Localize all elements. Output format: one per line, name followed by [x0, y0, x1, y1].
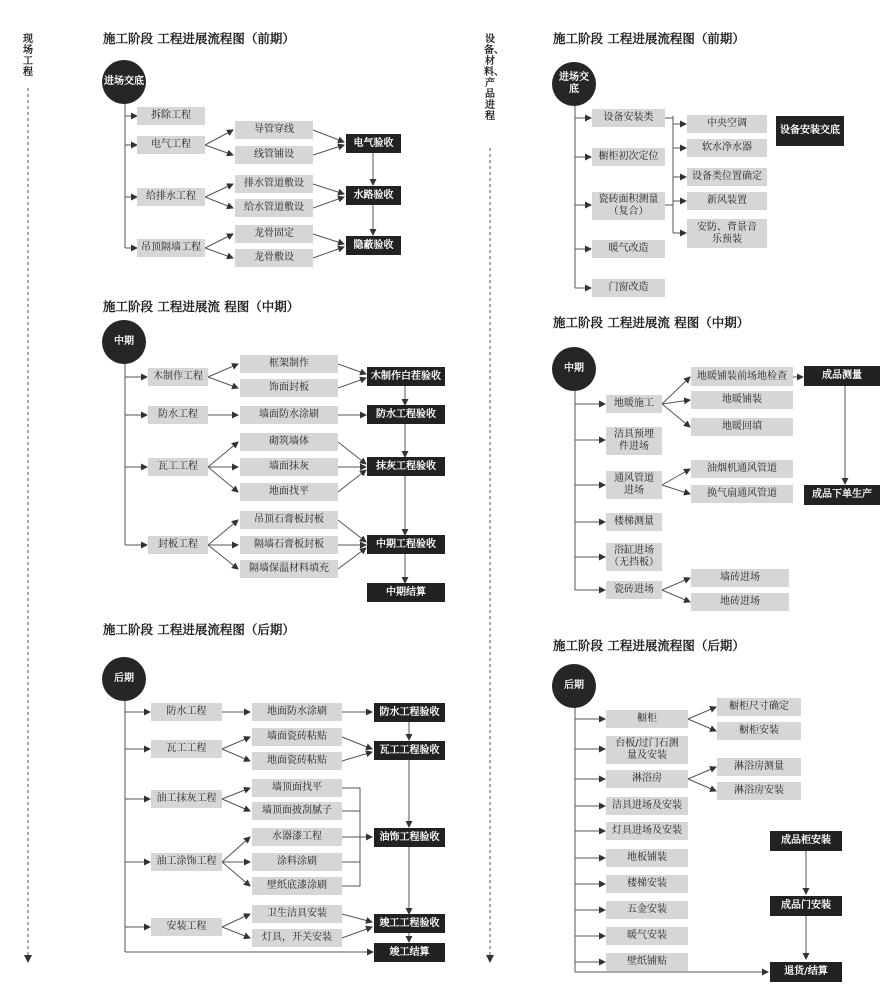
- right-mid-sub: 地砖进场: [691, 593, 789, 611]
- right-mid-side: 成品下单生产: [804, 485, 880, 505]
- right-late-item: 地板铺装: [606, 849, 688, 867]
- left-mid-sub: 隔墙保温材料填充: [240, 560, 338, 578]
- right-late-title: 施工阶段 工程进展流程图（后期）: [553, 638, 745, 653]
- left-early-sub: 龙骨固定: [235, 225, 313, 243]
- right-early-sub: 新风装置: [687, 192, 767, 210]
- right-late-item: 楼梯安装: [606, 875, 688, 893]
- left-late-item: 瓦工工程: [151, 740, 222, 758]
- right-early-sub: 安防、背景音乐预装: [687, 219, 767, 248]
- right-mid-item: 地暖施工: [606, 395, 662, 413]
- left-late-item: 油工涂饰工程: [151, 853, 222, 871]
- right-late-start: 后期: [552, 664, 596, 708]
- right-early-sub: 中央空调: [687, 115, 767, 133]
- left-mid-check: 防水工程验收: [367, 405, 445, 424]
- right-early-sub: 软水净水器: [687, 139, 767, 157]
- left-late-sub: 涂料涂刷: [252, 853, 342, 871]
- right-late-item: 淋浴房: [606, 770, 688, 788]
- left-late-item: 安装工程: [151, 918, 222, 936]
- left-early-start: 进场交底: [102, 60, 146, 104]
- right-mid-sub: 换气扇通风管道: [691, 485, 793, 503]
- right-late-side: 成品柜安装: [770, 831, 842, 851]
- left-late-sub: 墙面瓷砖粘贴: [252, 728, 342, 746]
- side-label-left: 现场工程: [23, 34, 33, 78]
- right-late-item: 灯具进场及安装: [606, 822, 688, 840]
- right-mid-start: 中期: [552, 347, 596, 391]
- left-early-item: 给排水工程: [137, 188, 205, 206]
- left-early-sub: 龙骨敷设: [235, 249, 313, 267]
- left-mid-start: 中期: [102, 320, 146, 364]
- right-early-title: 施工阶段 工程进展流程图（前期）: [553, 31, 745, 46]
- left-early-sub: 排水管道敷设: [235, 175, 313, 193]
- right-late-item: 洁具进场及安装: [606, 797, 688, 815]
- right-late-sub: 淋浴房安装: [717, 782, 801, 800]
- left-late-item: 防水工程: [151, 703, 222, 721]
- left-mid-check: 中期结算: [367, 583, 445, 602]
- right-late-side: 成品门安装: [770, 896, 842, 916]
- left-late-check: 防水工程验收: [374, 703, 445, 722]
- right-mid-item: 浴缸进场（无挡板）: [606, 543, 662, 571]
- right-mid-side: 成品测量: [804, 366, 880, 386]
- left-late-sub: 卫生洁具安装: [252, 905, 342, 923]
- left-mid-item: 瓦工工程: [148, 458, 208, 476]
- left-early-sub: 线管铺设: [235, 146, 313, 164]
- left-late-check: 竣工结算: [374, 943, 445, 962]
- right-early-start: 进场交底: [552, 62, 596, 106]
- right-early-item: 暖气改造: [592, 240, 665, 258]
- left-mid-sub: 饰面封板: [240, 379, 338, 397]
- left-mid-sub: 墙面防水涂刷: [240, 406, 338, 424]
- left-late-sub: 墙顶面找平: [252, 779, 342, 797]
- right-early-item: 门窗改造: [592, 279, 665, 297]
- right-mid-sub: 地暖回填: [691, 418, 793, 436]
- right-mid-sub: 油烟机通风管道: [691, 460, 793, 478]
- right-late-item: 暖气安装: [606, 927, 688, 945]
- right-late-sub: 橱柜安装: [717, 722, 801, 740]
- right-late-side: 退货/结算: [770, 962, 842, 982]
- left-mid-item: 木制作工程: [148, 368, 208, 386]
- left-early-check: 隐蔽验收: [346, 236, 401, 255]
- left-late-check: 瓦工工程验收: [374, 741, 445, 760]
- left-late-start: 后期: [102, 657, 146, 701]
- left-mid-sub: 隔墙石膏板封板: [240, 536, 338, 554]
- right-mid-item: 瓷砖进场: [606, 581, 662, 599]
- right-late-item: 台板/过门石测量及安装: [606, 736, 688, 764]
- right-mid-sub: 墙砖进场: [691, 569, 789, 587]
- right-early-sub: 设备类位置确定: [687, 168, 767, 186]
- left-mid-check: 木制作白茬验收: [367, 367, 445, 386]
- left-mid-check: 中期工程验收: [367, 535, 445, 554]
- right-early-final: 设备安装交底: [776, 116, 844, 146]
- left-late-check: 油饰工程验收: [374, 828, 445, 847]
- right-early-item: 橱柜初次定位: [592, 148, 665, 166]
- left-mid-sub: 墙面抹灰: [240, 458, 338, 476]
- left-late-sub: 墙顶面披刮腻子: [252, 802, 342, 820]
- side-label-right: 设备、材料、产品进程: [484, 34, 504, 122]
- left-late-title: 施工阶段 工程进展流程图（后期）: [103, 622, 295, 637]
- left-early-sub: 给水管道敷设: [235, 199, 313, 217]
- left-mid-sub: 地面找平: [240, 483, 338, 501]
- right-late-sub: 淋浴房测量: [717, 758, 801, 776]
- left-mid-item: 封板工程: [148, 536, 208, 554]
- left-late-sub: 地面瓷砖粘贴: [252, 752, 342, 770]
- left-early-item: 电气工程: [137, 136, 205, 154]
- left-late-sub: 灯具，开关安装: [252, 929, 342, 947]
- right-early-item: 瓷砖面积测量（复合）: [592, 192, 665, 220]
- left-early-check: 水路验收: [346, 186, 401, 205]
- left-late-check: 竣工工程验收: [374, 914, 445, 933]
- right-late-item: 壁纸铺贴: [606, 953, 688, 971]
- left-late-sub: 地面防水涂刷: [252, 703, 342, 721]
- left-late-sub: 壁纸底漆涂刷: [252, 877, 342, 895]
- left-late-sub: 水器漆工程: [252, 828, 342, 846]
- right-mid-item: 通风管道进场: [606, 471, 662, 499]
- right-mid-item: 楼梯测量: [606, 513, 662, 531]
- right-mid-item: 洁具预埋件进场: [606, 427, 662, 455]
- right-late-sub: 橱柜尺寸确定: [717, 698, 801, 716]
- left-mid-check: 抹灰工程验收: [367, 457, 445, 476]
- left-early-check: 电气验收: [346, 134, 401, 153]
- left-early-item: 拆除工程: [137, 107, 205, 125]
- right-late-item: 橱柜: [606, 710, 688, 728]
- left-early-item: 吊顶隔墙工程: [137, 239, 205, 257]
- left-mid-sub: 砌筑墙体: [240, 433, 338, 451]
- right-mid-title: 施工阶段 工程进展流 程图（中期）: [553, 315, 750, 330]
- right-early-item: 设备安装类: [592, 109, 665, 127]
- right-mid-sub: 地暖铺装: [691, 391, 793, 409]
- left-mid-item: 防水工程: [148, 406, 208, 424]
- left-early-sub: 导管穿线: [235, 121, 313, 139]
- right-mid-sub: 地暖铺装前场地检查: [691, 367, 793, 386]
- left-late-item: 油工抹灰工程: [151, 790, 222, 808]
- right-late-item: 五金安装: [606, 901, 688, 919]
- left-mid-title: 施工阶段 工程进展流 程图（中期）: [103, 299, 300, 314]
- left-early-title: 施工阶段 工程进展流程图（前期）: [103, 31, 295, 46]
- left-mid-sub: 框架制作: [240, 355, 338, 373]
- left-mid-sub: 吊顶石膏板封板: [240, 511, 338, 529]
